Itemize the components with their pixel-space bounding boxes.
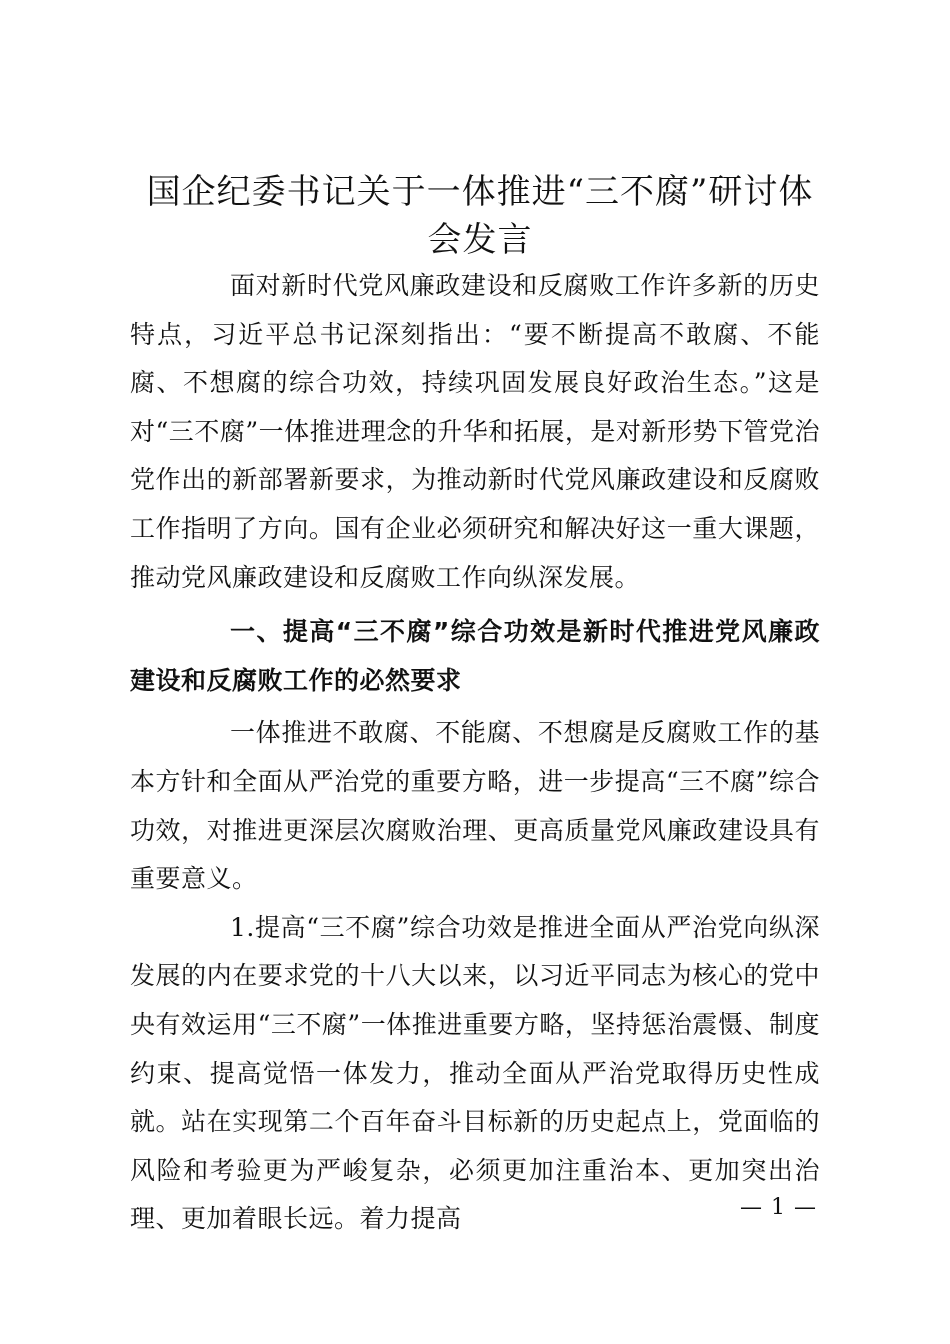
page-number: — 1 — (740, 1195, 817, 1220)
title-line-1: 国企纪委书记关于一体推进“三不腐”研讨体 (146, 172, 814, 212)
document-title (120, 168, 840, 264)
paragraph-section-1: 一体推进不敢腐、不能腐、不想腐是反腐败工作的基本方针和全面从严治党的重要方略，进一步提高“三不腐”综合功效，对推进更深层次腐败治理、更高质量党风廉政建设具有重要意义。 (130, 718, 820, 894)
paragraph-intro: 面对新时代党风廉政建设和反腐败工作许多新的历史特点，习近平总书记深刻指出：“要不断提高不敢腐、不能腐、不想腐的综合功效，持续巩固发展良好政治生态。”这是对“三不腐”一体推进理念的升华和拓展，是对新形势下管党治党作出的新部署新要求，为推动新时代党风廉政建设和反腐败工作指明了方向。国有企业必须研究和解决好这一重大课题，推动党风廉政建设和反腐败工作向纵深发展。 (130, 271, 820, 592)
title-line-2: 会发言 (427, 220, 533, 260)
paragraph-point-1: 1.提高“三不腐”综合功效是推进全面从严治党向纵深发展的内在要求党的十八大以来，以习近平同志为核心的党中央有效运用“三不腐”一体推进重要方略，坚持惩治震慑、制度约束、提高觉悟一体发力，推动全面从严治党取得历史性成就。站在实现第二个百年奋斗目标新的历史起点上，党面临的风险和考验更为严峻复杂，必须更加注重治本、更加突出治理、更加着眼长远。着力提高 (130, 912, 820, 1234)
document-body (130, 262, 820, 1244)
section-heading-1: 一、提高“三不腐”综合功效是新时代推进党风廉政建设和反腐败工作的必然要求 (130, 617, 820, 695)
